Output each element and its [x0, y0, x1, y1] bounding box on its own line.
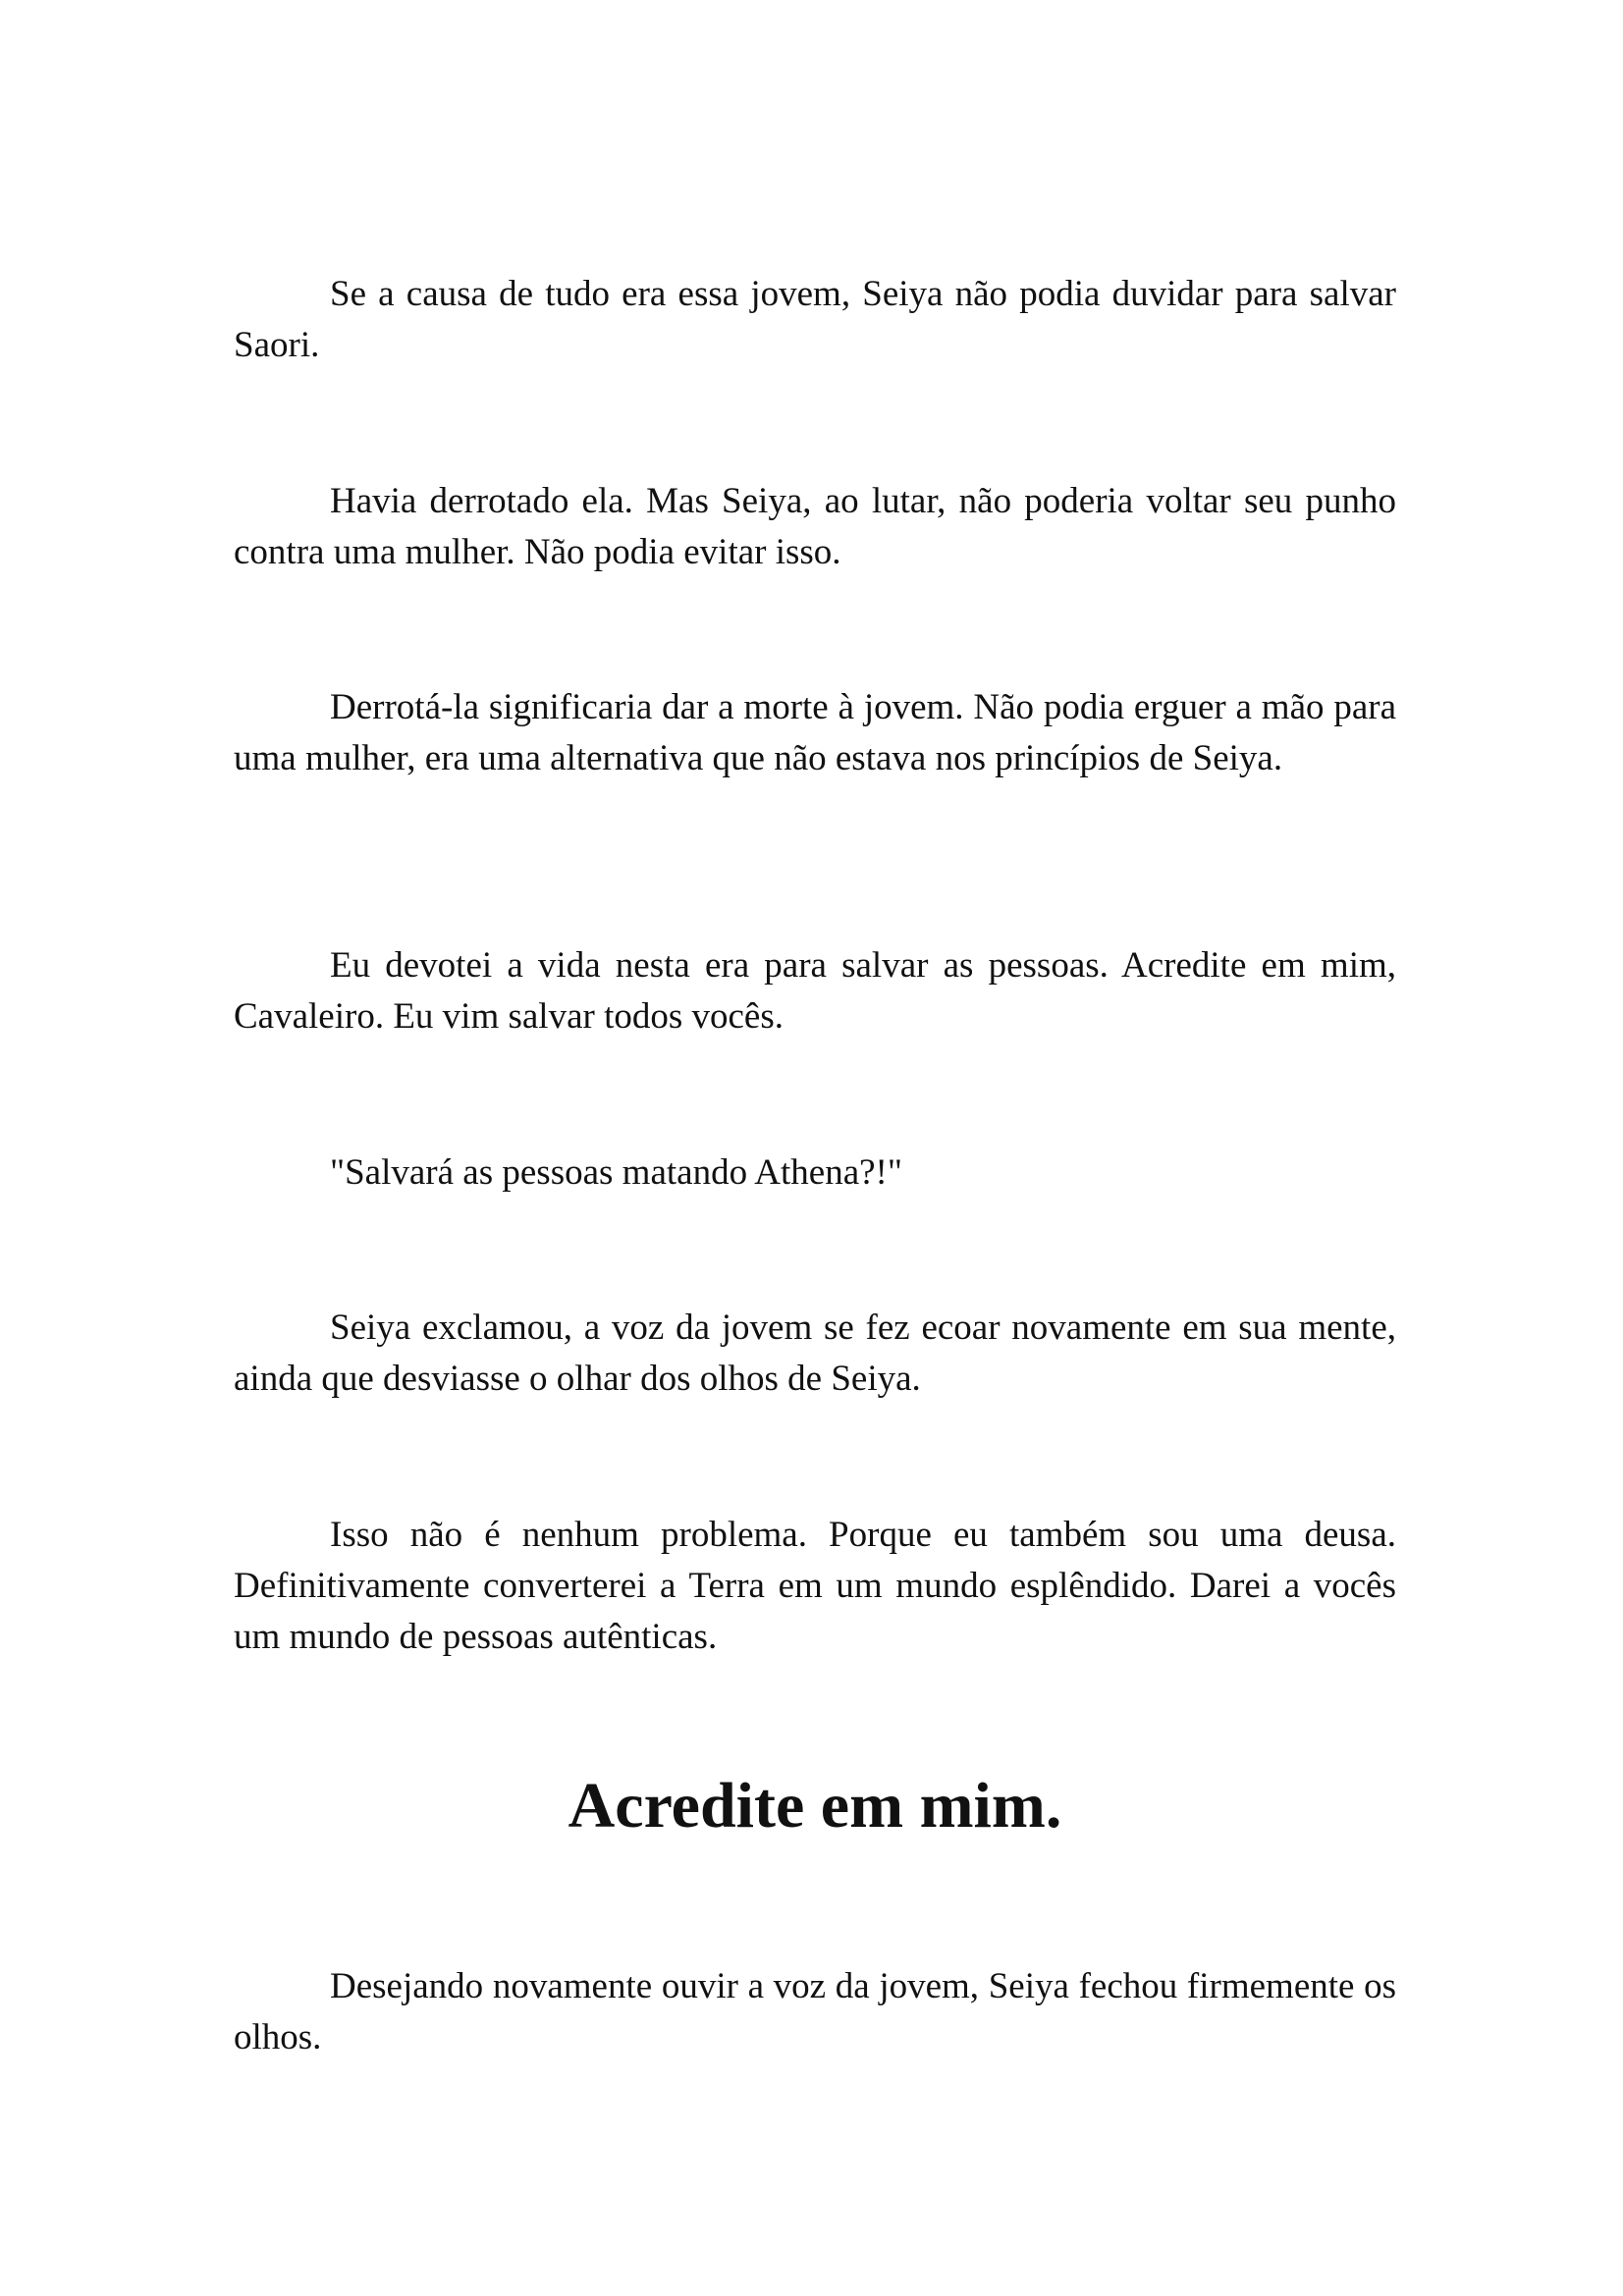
paragraph-6: Seiya exclamou, a voz da jovem se fez ecoar novamente em sua mente, ainda que desviasse o olhar dos olhos de Seiya. — [234, 1308, 1396, 1399]
paragraph-8: Desejando novamente ouvir a voz da jovem, Seiya fechou firmemente os olhos. — [234, 1966, 1396, 2057]
paragraph-4: Eu devotei a vida nesta era para salvar as pessoas. Acredite em mim, Cavaleiro. Eu vim salvar todos vocês. — [234, 945, 1396, 1037]
paragraph-1: Se a causa de tudo era essa jovem, Seiya não podia duvidar para salvar Saori. — [234, 274, 1396, 365]
paragraph-2: Havia derrotado ela. Mas Seiya, ao lutar, não poderia voltar seu punho contra uma mulher. Não podia evitar isso. — [234, 481, 1396, 572]
section-heading: Acredite em mim. — [568, 1770, 1062, 1842]
paragraph-5: "Salvará as pessoas matando Athena?!" — [330, 1152, 902, 1193]
paragraph-3: Derrotá-la significaria dar a morte à jovem. Não podia erguer a mão para uma mulher, era uma alternativa que não estava nos princípios de Seiya. — [234, 687, 1396, 778]
paragraph-7: Isso não é nenhum problema. Porque eu também sou uma deusa. Definitivamente converterei a Terra em um mundo esplêndido. Darei a vocês um mundo de pessoas autênticas. — [234, 1515, 1396, 1657]
